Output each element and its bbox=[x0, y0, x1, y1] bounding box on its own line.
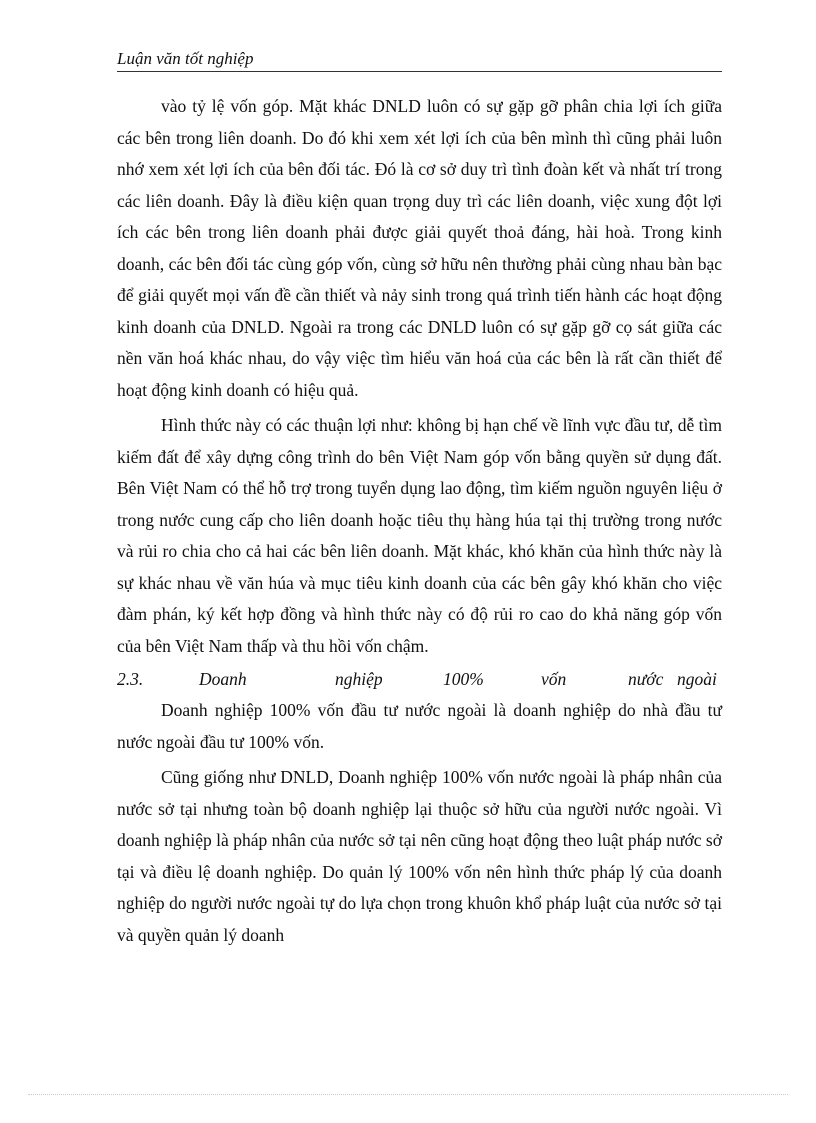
section-number: 2.3. bbox=[117, 669, 144, 689]
document-body bbox=[117, 91, 722, 951]
paragraph-joint-venture-interests: vào tỷ lệ vốn góp. Mặt khác DNLD luôn có sự gặp gỡ phân chia lợi ích giữa các bên trong liên doanh. Do đó khi xem xét lợi ích của bên mình thì cũng phải luôn nhớ xem xét lợi ích của bên đối tác. Đó là cơ sở duy trì tình đoàn kết và nhất trí trong các liên doanh. Đây là điều kiện quan trọng duy trì các liên doanh, việc xung đột lợi ích các bên trong liên doanh phải được giải quyết thoả đáng, hài hoà. Trong kinh doanh, các bên đối tác cùng góp vốn, cùng sở hữu nên thường phải cùng nhau bàn bạc để giải quyết mọi vấn đề cần thiết và nảy sinh trong quá trình tiến hành các hoạt động kinh doanh của DNLD. Ngoài ra trong các DNLD luôn có sự gặp gỡ cọ sát giữa các nền văn hoá khác nhau, do vậy việc tìm hiểu văn hoá của các bên là rất cần thiết để hoạt động kinh doanh có hiệu quả. bbox=[117, 96, 722, 400]
page-header bbox=[117, 49, 722, 72]
section-word-4: vốn bbox=[541, 669, 567, 689]
page-bottom-divider bbox=[28, 1094, 788, 1095]
section-word-5: nước bbox=[628, 669, 664, 689]
paragraph-definition: Doanh nghiệp 100% vốn đầu tư nước ngoài là doanh nghiệp do nhà đầu tư nước ngoài đầu tư 100% vốn. bbox=[117, 700, 722, 752]
section-heading-2-3 bbox=[117, 664, 722, 695]
header-title: Luận văn tốt nghiệp bbox=[117, 49, 254, 68]
paragraph-legal-entity: Cũng giống như DNLD, Doanh nghiệp 100% vốn nước ngoài là pháp nhân của nước sở tại nhưng toàn bộ doanh nghiệp lại thuộc sở hữu của người nước ngoài. Vì doanh nghiệp là pháp nhân của nước sở tại nên cũng hoạt động theo luật pháp nước sở tại và điều lệ doanh nghiệp. Do quản lý 100% vốn nên hình thức pháp lý của doanh nghiệp do người nước ngoài tự do lựa chọn trong khuôn khổ pháp luật của nước sở tại và quyền quản lý doanh bbox=[117, 767, 722, 945]
paragraph-advantages: Hình thức này có các thuận lợi như: không bị hạn chế về lĩnh vực đầu tư, dễ tìm kiếm đất để xây dựng công trình do bên Việt Nam góp vốn bằng quyền sử dụng đất. Bên Việt Nam có thể hỗ trợ trong tuyển dụng lao động, tìm kiếm nguồn nguyên liệu ở trong nước cung cấp cho liên doanh hoặc tiêu thụ hàng húa tại thị trường trong nước và rủi ro chia cho cả hai các bên liên doanh. Mặt khác, khó khăn của hình thức này là sự khác nhau về văn húa và mục tiêu kinh doanh của các bên gây khó khăn cho việc đàm phán, ký kết hợp đồng và hình thức này có độ rủi ro cao do khả năng góp vốn của bên Việt Nam thấp và thu hồi vốn chậm. bbox=[117, 415, 722, 656]
section-word-2: nghiệp bbox=[335, 669, 383, 689]
section-word-1: Doanh bbox=[199, 669, 247, 689]
section-word-3: 100% bbox=[443, 669, 484, 689]
section-word-6: ngoài bbox=[677, 669, 717, 689]
